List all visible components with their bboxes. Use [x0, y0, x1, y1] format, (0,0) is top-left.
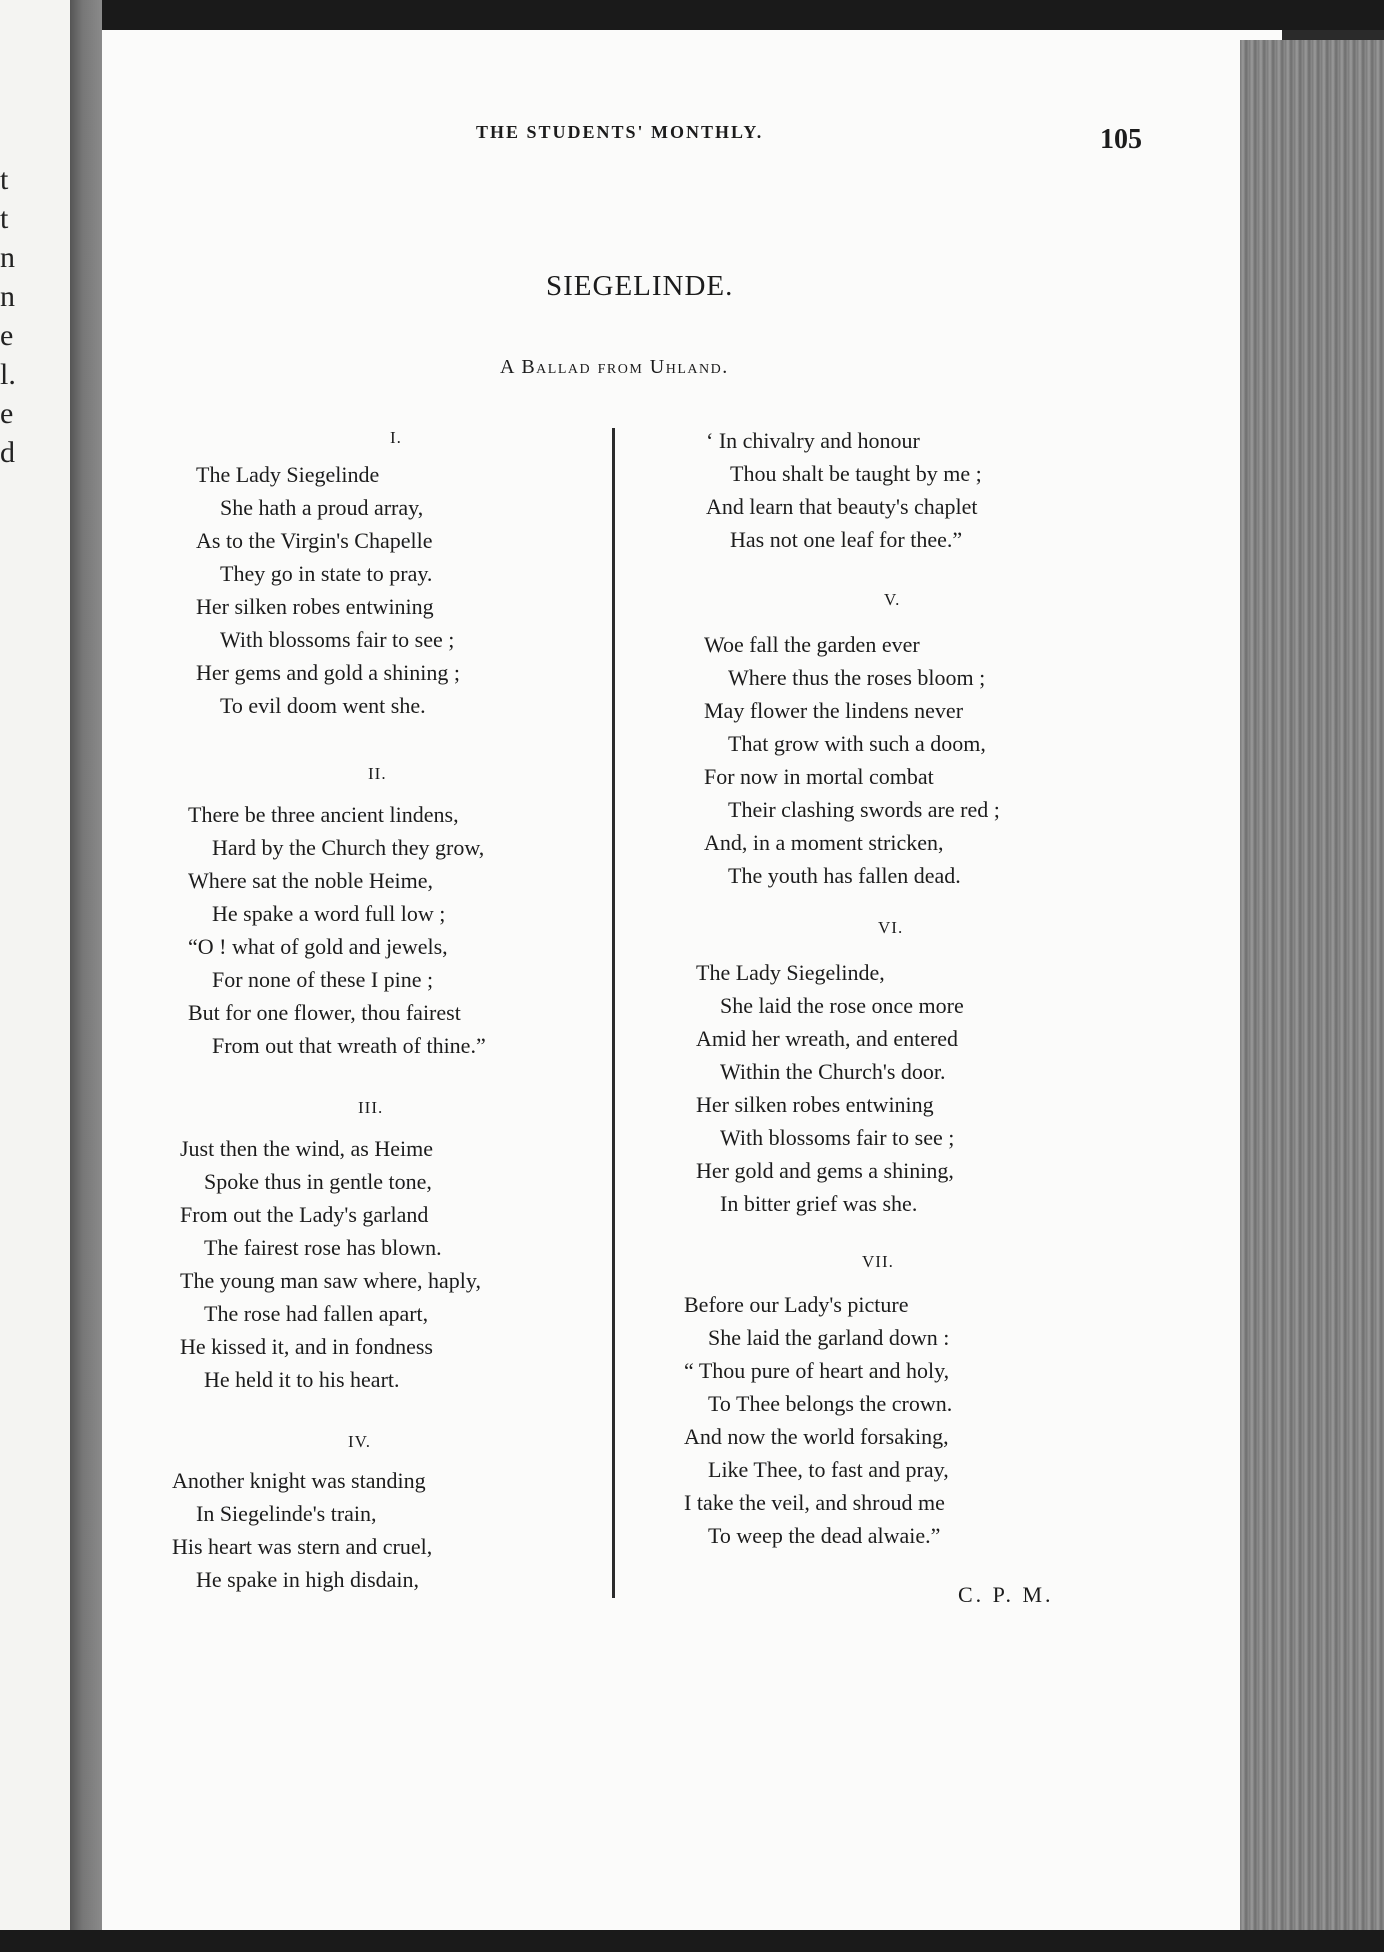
poem-line: “ Thou pure of heart and holy, [684, 1358, 950, 1383]
poem-line: They go in state to pray. [220, 561, 433, 586]
poem-line: “O ! what of gold and jewels, [188, 934, 448, 959]
fragment-letter: n [0, 280, 15, 313]
poem-line: For none of these I pine ; [212, 967, 434, 992]
stanza [704, 628, 1000, 892]
book-gutter [70, 0, 102, 1952]
stanza [172, 1464, 432, 1596]
poem-line: And, in a moment stricken, [704, 830, 944, 855]
poem-line: And now the world forsaking, [684, 1424, 949, 1449]
column-divider [612, 428, 615, 1598]
poem-line: For now in mortal combat [704, 764, 934, 789]
poem-line: The Lady Siegelinde, [696, 960, 885, 985]
stanza-numeral: VII. [862, 1252, 894, 1271]
poem-line: With blossoms fair to see ; [220, 627, 455, 652]
poem-line: He held it to his heart. [204, 1367, 400, 1392]
poem-line: I take the veil, and shroud me [684, 1490, 945, 1515]
poem-line: Hard by the Church they grow, [212, 835, 485, 860]
poem-subtitle: A Ballad from Uhland. [500, 356, 729, 378]
author-signature: C. P. M. [958, 1582, 1054, 1607]
poem-line: To Thee belongs the crown. [708, 1391, 953, 1416]
fragment-letter: l. [0, 358, 16, 391]
fragment-letter: d [0, 436, 15, 469]
stanza [188, 798, 486, 1062]
poem-line: And learn that beauty's chaplet [706, 494, 978, 519]
poem-line: Another knight was standing [172, 1468, 426, 1493]
poem-line: The rose had fallen apart, [204, 1301, 429, 1326]
stanza [684, 1288, 952, 1552]
poem-line: Her silken robes entwining [696, 1092, 934, 1117]
poem-line: He spake a word full low ; [212, 901, 446, 926]
poem-line: There be three ancient lindens, [188, 802, 459, 827]
poem-line: Like Thee, to fast and pray, [708, 1457, 949, 1482]
poem-line: Thou shalt be taught by me ; [730, 461, 982, 486]
poem-line: Just then the wind, as Heime [180, 1136, 433, 1161]
poem-line: The Lady Siegelinde [196, 462, 380, 487]
running-title: THE STUDENTS' MONTHLY. [476, 122, 764, 142]
poem-line: Where thus the roses bloom ; [728, 665, 986, 690]
fragment-letter: n [0, 241, 15, 274]
poem-line: The fairest rose has blown. [204, 1235, 442, 1260]
book-page-edges [1240, 40, 1384, 1952]
stanza-numeral: IV. [348, 1432, 371, 1451]
poem-line: To evil doom went she. [220, 693, 426, 718]
stanza-numeral: I. [390, 428, 402, 447]
stanza-continuation [706, 424, 982, 556]
fragment-letter: e [0, 319, 14, 352]
facing-page-text-fragment [0, 160, 14, 472]
fragment-letter: t [0, 202, 9, 235]
facing-page-edge [0, 0, 70, 1952]
stanza-numeral: V. [884, 590, 901, 609]
poem-line: He kissed it, and in fondness [180, 1334, 433, 1359]
poem-line: Where sat the noble Heime, [188, 868, 433, 893]
poem-line: ‘ In chivalry and honour [706, 428, 920, 453]
poem-title: SIEGELINDE. [546, 270, 734, 302]
poem-line: As to the Virgin's Chapelle [196, 528, 433, 553]
poem-line: Woe fall the garden ever [704, 632, 920, 657]
poem-line: May flower the lindens never [704, 698, 964, 723]
poem-line: Their clashing swords are red ; [728, 797, 1000, 822]
scan-bottom-border [0, 1930, 1384, 1952]
poem-line: She laid the rose once more [720, 993, 964, 1018]
poem-line: The youth has fallen dead. [728, 863, 961, 888]
poem-line: That grow with such a doom, [728, 731, 986, 756]
stanza [180, 1132, 481, 1396]
poem-line: He spake in high disdain, [196, 1567, 420, 1592]
poem-line: To weep the dead alwaie.” [708, 1523, 941, 1548]
poem-line: Her gold and gems a shining, [696, 1158, 954, 1183]
stanza-numeral: VI. [878, 918, 904, 937]
poem-line: His heart was stern and cruel, [172, 1534, 433, 1559]
poem-line: Her silken robes entwining [196, 594, 434, 619]
poem-line: Amid her wreath, and entered [696, 1026, 959, 1051]
poem-line: In bitter grief was she. [720, 1191, 918, 1216]
stanza-numeral: II. [368, 764, 387, 783]
poem-line: Has not one leaf for thee.” [730, 527, 963, 552]
poem-line: But for one flower, thou fairest [188, 1000, 461, 1025]
stanza [196, 458, 460, 722]
poem-line: She hath a proud array, [220, 495, 424, 520]
poem-line: Her gems and gold a shining ; [196, 660, 460, 685]
page-number: 105 [1100, 124, 1142, 155]
poem-line: The young man saw where, haply, [180, 1268, 481, 1293]
poem-line: Within the Church's door. [720, 1059, 946, 1084]
poem-line: From out the Lady's garland [180, 1202, 429, 1227]
poem-line: From out that wreath of thine.” [212, 1033, 486, 1058]
stanza [696, 956, 964, 1220]
poem-line: Before our Lady's picture [684, 1292, 909, 1317]
poem-line: In Siegelinde's train, [196, 1501, 377, 1526]
poem-line: She laid the garland down : [708, 1325, 950, 1350]
fragment-letter: e [0, 397, 14, 430]
fragment-letter: t [0, 163, 9, 196]
poem-line: With blossoms fair to see ; [720, 1125, 955, 1150]
poem-line: Spoke thus in gentle tone, [204, 1169, 432, 1194]
stanza-numeral: III. [358, 1098, 384, 1117]
scan-top-border [0, 0, 1384, 30]
